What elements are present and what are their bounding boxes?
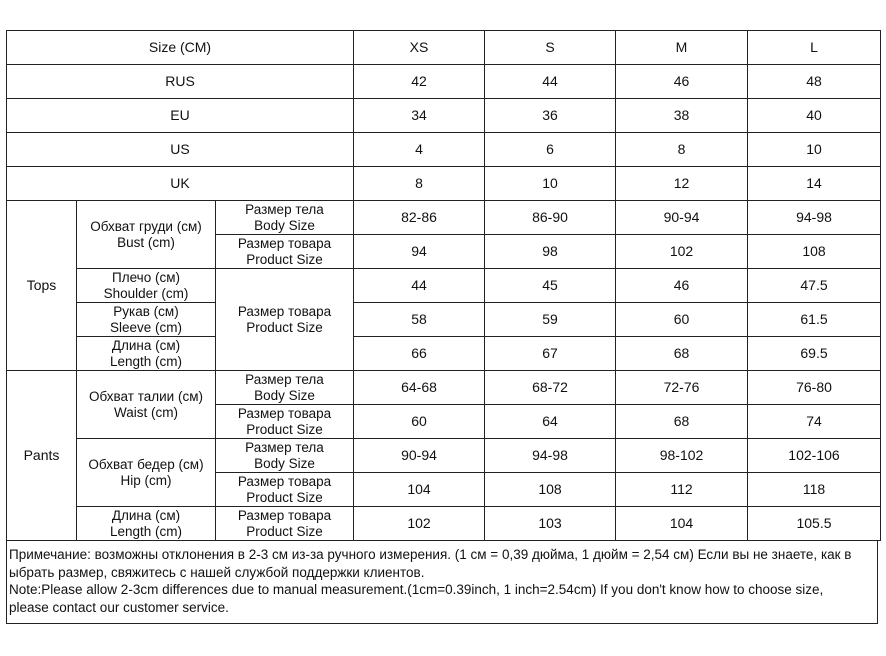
size-header-label: Size (CM): [7, 31, 354, 65]
waist-product-l: 74: [748, 405, 881, 439]
uk-s: 10: [485, 167, 616, 201]
bust-label: [77, 201, 216, 269]
pants-hip-body-row: [7, 439, 881, 473]
waist-body-l: 76-80: [748, 371, 881, 405]
tops-shoulder-row: [7, 269, 881, 303]
waist-product-s: 64: [485, 405, 616, 439]
bust-body-m: 90-94: [616, 201, 748, 235]
tops-length-label: Длина (см) Length (cm): [77, 337, 216, 371]
bust-product-l: 108: [748, 235, 881, 269]
hip-label: Обхват бедер (см) Hip (cm): [77, 439, 216, 507]
uk-row: [7, 167, 881, 201]
hip-product-xs: 104: [354, 473, 485, 507]
body-size-label: Размер тела Body Size: [216, 201, 354, 235]
product-size-label: Размер товара Product Size: [216, 405, 354, 439]
tops-length-row: [7, 337, 881, 371]
sleeve-m: 60: [616, 303, 748, 337]
tops-sleeve-row: [7, 303, 881, 337]
hip-body-xs: 90-94: [354, 439, 485, 473]
pants-label: Pants: [7, 371, 77, 541]
tops-length-xs: 66: [354, 337, 485, 371]
waist-body-s: 68-72: [485, 371, 616, 405]
rus-row: [7, 65, 881, 99]
product-size-label: Размер товара Product Size: [216, 473, 354, 507]
product-size-label: Размер товара Product Size: [216, 507, 354, 541]
size-chart-table: [6, 30, 881, 541]
pants-length-row: [7, 507, 881, 541]
waist-body-m: 72-76: [616, 371, 748, 405]
tops-length-s: 67: [485, 337, 616, 371]
pants-length-m: 104: [616, 507, 748, 541]
bust-body-l: 94-98: [748, 201, 881, 235]
hip-product-l: 118: [748, 473, 881, 507]
shoulder-l: 47.5: [748, 269, 881, 303]
eu-row: [7, 99, 881, 133]
uk-m: 12: [616, 167, 748, 201]
hip-body-l: 102-106: [748, 439, 881, 473]
hip-product-m: 112: [616, 473, 748, 507]
pants-length-l: 105.5: [748, 507, 881, 541]
rus-xs: 42: [354, 65, 485, 99]
note-ru-line2: ыбрать размер, свяжитесь с нашей службой поддержки клиентов.: [9, 564, 425, 580]
hip-body-m: 98-102: [616, 439, 748, 473]
eu-s: 36: [485, 99, 616, 133]
sleeve-l: 61.5: [748, 303, 881, 337]
eu-l: 40: [748, 99, 881, 133]
bust-product-m: 102: [616, 235, 748, 269]
tops-bust-body-row: [7, 201, 881, 235]
tops-label: Tops: [7, 201, 77, 371]
waist-product-xs: 60: [354, 405, 485, 439]
tops-length-m: 68: [616, 337, 748, 371]
pants-waist-body-row: [7, 371, 881, 405]
product-size-label: Размер товара Product Size: [216, 235, 354, 269]
bust-product-xs: 94: [354, 235, 485, 269]
us-row: [7, 133, 881, 167]
bust-label-en: Bust (cm): [117, 234, 175, 250]
waist-product-m: 68: [616, 405, 748, 439]
size-m-header: M: [616, 31, 748, 65]
eu-label: EU: [7, 99, 354, 133]
rus-m: 46: [616, 65, 748, 99]
bust-label-ru: Обхват груди (см): [90, 218, 202, 234]
waist-body-xs: 64-68: [354, 371, 485, 405]
size-xs-header: XS: [354, 31, 485, 65]
tops-length-l: 69.5: [748, 337, 881, 371]
bust-body-xs: 82-86: [354, 201, 485, 235]
sleeve-xs: 58: [354, 303, 485, 337]
pants-length-xs: 102: [354, 507, 485, 541]
hip-product-s: 108: [485, 473, 616, 507]
sleeve-s: 59: [485, 303, 616, 337]
uk-xs: 8: [354, 167, 485, 201]
body-size-label: Размер тела Body Size: [216, 371, 354, 405]
uk-label: UK: [7, 167, 354, 201]
size-l-header: L: [748, 31, 881, 65]
us-l: 10: [748, 133, 881, 167]
waist-label: Обхват талии (см) Waist (cm): [77, 371, 216, 439]
pants-length-s: 103: [485, 507, 616, 541]
shoulder-xs: 44: [354, 269, 485, 303]
note-en-line1: Note:Please allow 2-3cm differences due to manual measurement.(1cm=0.39inch, 1 inch=2.54cm) If you don't know how to choose size,: [9, 582, 824, 597]
measurement-note: [6, 540, 878, 624]
bust-body-s: 86-90: [485, 201, 616, 235]
hip-body-s: 94-98: [485, 439, 616, 473]
shoulder-s: 45: [485, 269, 616, 303]
rus-s: 44: [485, 65, 616, 99]
shoulder-label: Плечо (см) Shoulder (cm): [77, 269, 216, 303]
header-row: [7, 31, 881, 65]
pants-length-label: Длина (см) Length (cm): [77, 507, 216, 541]
eu-m: 38: [616, 99, 748, 133]
uk-l: 14: [748, 167, 881, 201]
us-m: 8: [616, 133, 748, 167]
shoulder-m: 46: [616, 269, 748, 303]
size-s-header: S: [485, 31, 616, 65]
rus-l: 48: [748, 65, 881, 99]
us-label: US: [7, 133, 354, 167]
note-en-line2: please contact our customer service.: [9, 599, 229, 615]
note-ru-line1: Примечание: возможны отклонения в 2-3 см из-за ручного измерения. (1 см = 0,39 дюйма, 1 дюйм = 2,54 см) Если вы не знаете, как в: [9, 547, 852, 562]
product-size-label: Размер товара Product Size: [216, 269, 354, 371]
bust-product-s: 98: [485, 235, 616, 269]
body-size-label: Размер тела Body Size: [216, 439, 354, 473]
sleeve-label: Рукав (см) Sleeve (cm): [77, 303, 216, 337]
us-s: 6: [485, 133, 616, 167]
eu-xs: 34: [354, 99, 485, 133]
us-xs: 4: [354, 133, 485, 167]
rus-label: RUS: [7, 65, 354, 99]
